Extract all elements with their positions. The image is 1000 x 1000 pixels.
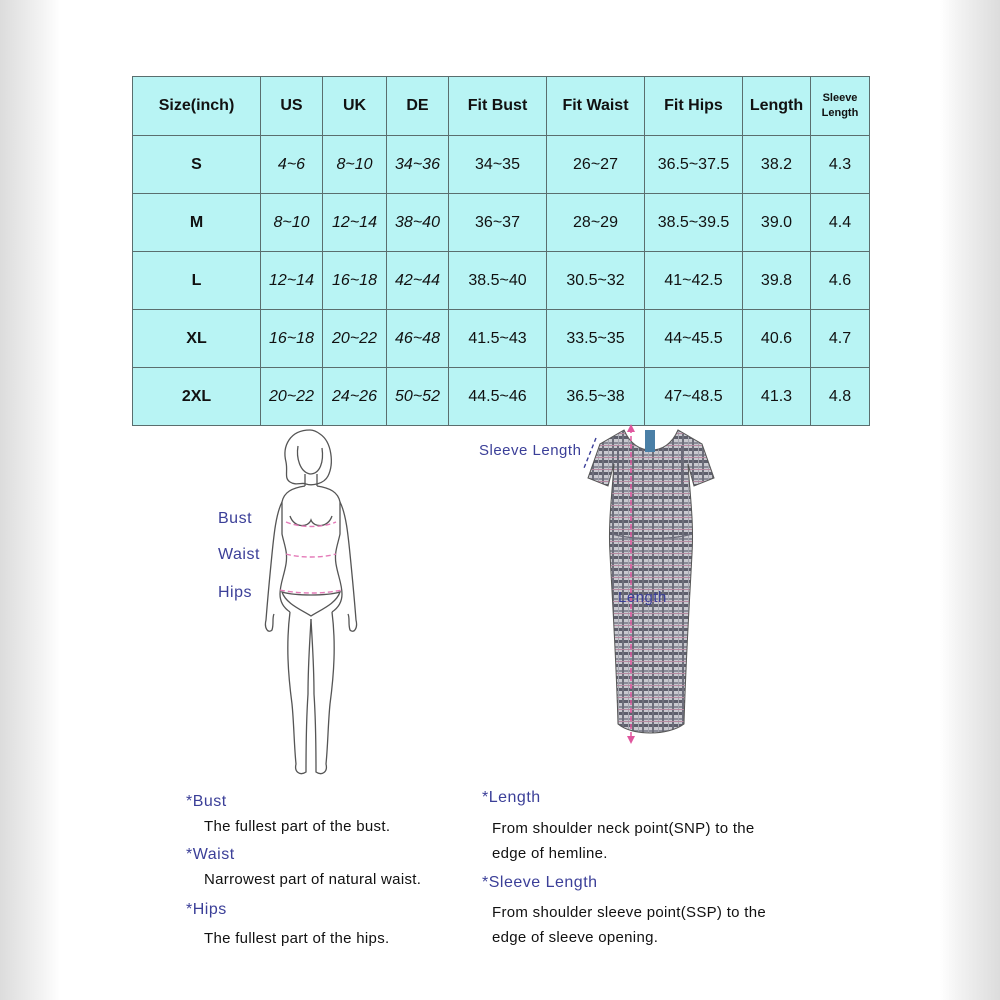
table-cell: XL bbox=[133, 310, 261, 368]
table-row bbox=[133, 368, 870, 426]
table-cell: 28~29 bbox=[547, 194, 645, 252]
note-length-text-2: edge of hemline. bbox=[492, 845, 608, 862]
table-cell: 36~37 bbox=[449, 194, 547, 252]
note-length-heading: *Length bbox=[482, 789, 541, 806]
table-cell: 50~52 bbox=[387, 368, 449, 426]
header-size: Size(inch) bbox=[133, 77, 261, 136]
table-cell: 4.3 bbox=[811, 136, 870, 194]
table-cell: 4.6 bbox=[811, 252, 870, 310]
table-row bbox=[133, 252, 870, 310]
left-edge-shade bbox=[0, 0, 60, 1000]
size-chart-table bbox=[132, 76, 870, 426]
table-cell: 4.4 bbox=[811, 194, 870, 252]
table-cell: 24~26 bbox=[323, 368, 387, 426]
bust-label: Bust bbox=[218, 510, 253, 527]
table-row bbox=[133, 310, 870, 368]
table-cell: 8~10 bbox=[261, 194, 323, 252]
header-fit-bust: Fit Bust bbox=[449, 77, 547, 136]
header-de: DE bbox=[387, 77, 449, 136]
note-bust-heading: *Bust bbox=[186, 793, 227, 810]
note-sleeve-text-1: From shoulder sleeve point(SSP) to the bbox=[492, 904, 767, 921]
table-cell: 36.5~37.5 bbox=[645, 136, 743, 194]
header-fit-waist: Fit Waist bbox=[547, 77, 645, 136]
table-cell: 38~40 bbox=[387, 194, 449, 252]
table-cell: 20~22 bbox=[323, 310, 387, 368]
table-cell: 4.7 bbox=[811, 310, 870, 368]
note-sleeve-text-2: edge of sleeve opening. bbox=[492, 929, 659, 946]
note-hips-heading: *Hips bbox=[186, 901, 227, 918]
table-cell: 44.5~46 bbox=[449, 368, 547, 426]
table-cell: 34~35 bbox=[449, 136, 547, 194]
header-sleeve-length: Sleeve Length bbox=[811, 77, 870, 136]
table-cell: 8~10 bbox=[323, 136, 387, 194]
table-cell: 38.2 bbox=[743, 136, 811, 194]
header-fit-hips: Fit Hips bbox=[645, 77, 743, 136]
sleeve-length-label: Sleeve Length bbox=[479, 442, 582, 459]
hips-label: Hips bbox=[218, 584, 253, 601]
note-hips-text: The fullest part of the hips. bbox=[204, 930, 390, 947]
table-row bbox=[133, 136, 870, 194]
table-cell: S bbox=[133, 136, 261, 194]
table-cell: 30.5~32 bbox=[547, 252, 645, 310]
note-bust-text: The fullest part of the bust. bbox=[204, 818, 391, 835]
waist-label: Waist bbox=[218, 546, 260, 563]
table-cell: 41~42.5 bbox=[645, 252, 743, 310]
table-cell: 39.8 bbox=[743, 252, 811, 310]
table-cell: 20~22 bbox=[261, 368, 323, 426]
table-cell: 41.5~43 bbox=[449, 310, 547, 368]
note-waist-heading: *Waist bbox=[186, 846, 235, 863]
table-cell: M bbox=[133, 194, 261, 252]
table-cell: 34~36 bbox=[387, 136, 449, 194]
table-cell: 16~18 bbox=[323, 252, 387, 310]
table-cell: 38.5~40 bbox=[449, 252, 547, 310]
table-cell: 44~45.5 bbox=[645, 310, 743, 368]
table-cell: 40.6 bbox=[743, 310, 811, 368]
table-cell: 12~14 bbox=[261, 252, 323, 310]
table-cell: L bbox=[133, 252, 261, 310]
table-cell: 47~48.5 bbox=[645, 368, 743, 426]
table-cell: 38.5~39.5 bbox=[645, 194, 743, 252]
table-cell: 26~27 bbox=[547, 136, 645, 194]
length-label: Length bbox=[618, 589, 667, 606]
right-edge-shade bbox=[940, 0, 1000, 1000]
table-cell: 39.0 bbox=[743, 194, 811, 252]
table-cell: 12~14 bbox=[323, 194, 387, 252]
body-outline-illustration bbox=[250, 424, 380, 784]
table-cell: 42~44 bbox=[387, 252, 449, 310]
header-length: Length bbox=[743, 77, 811, 136]
dress-illustration bbox=[582, 424, 732, 746]
table-cell: 16~18 bbox=[261, 310, 323, 368]
note-waist-text: Narrowest part of natural waist. bbox=[204, 871, 422, 888]
note-length-text-1: From shoulder neck point(SNP) to the bbox=[492, 820, 755, 837]
table-cell: 46~48 bbox=[387, 310, 449, 368]
header-us: US bbox=[261, 77, 323, 136]
table-cell: 33.5~35 bbox=[547, 310, 645, 368]
table-row bbox=[133, 194, 870, 252]
table-cell: 2XL bbox=[133, 368, 261, 426]
table-header-row bbox=[133, 77, 870, 136]
header-uk: UK bbox=[323, 77, 387, 136]
table-cell: 41.3 bbox=[743, 368, 811, 426]
table-cell: 4~6 bbox=[261, 136, 323, 194]
table-cell: 36.5~38 bbox=[547, 368, 645, 426]
table-cell: 4.8 bbox=[811, 368, 870, 426]
note-sleeve-heading: *Sleeve Length bbox=[482, 874, 598, 891]
